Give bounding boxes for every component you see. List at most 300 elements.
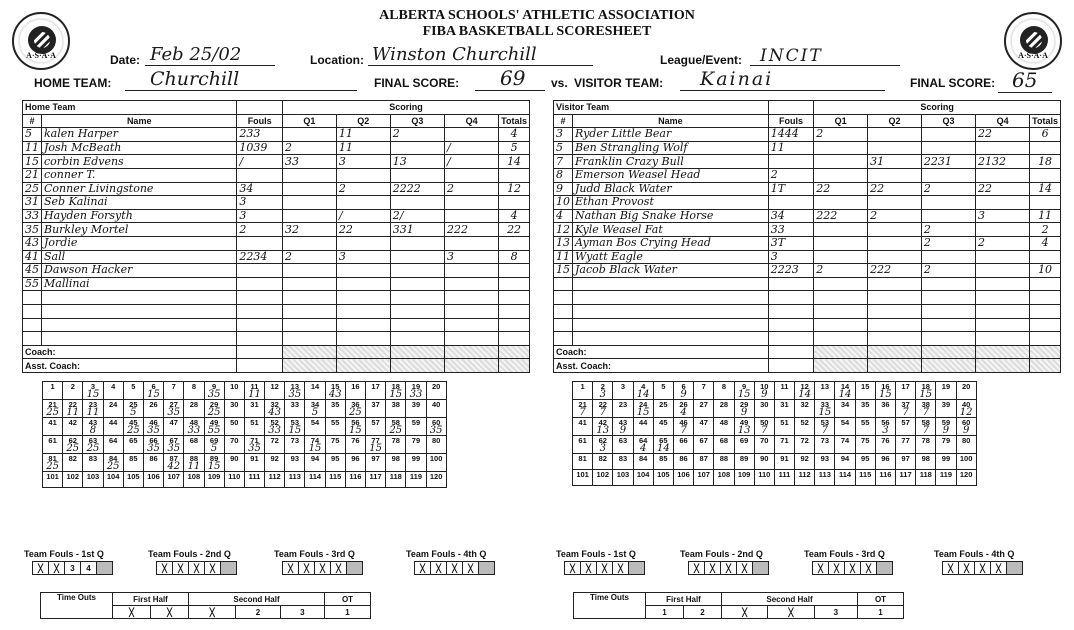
running-cell[interactable]: 28 [714,400,734,418]
player-total[interactable] [499,332,530,346]
running-cell[interactable]: 49 13 [734,418,754,436]
player-number[interactable]: 5 [554,141,573,155]
player-total[interactable]: 6 [1030,128,1061,142]
player-number[interactable] [23,291,42,305]
player-total[interactable]: 4 [499,209,530,223]
q1-score[interactable]: 22 [814,182,868,196]
player-fouls[interactable]: 2223 [768,264,813,278]
player-name[interactable]: Josh McBeath [42,141,237,155]
player-name[interactable]: Judd Black Water [573,182,769,196]
running-cell[interactable]: 119 [936,470,956,486]
player-fouls[interactable] [237,304,283,318]
q4-score[interactable]: 22 [976,182,1030,196]
q3-score[interactable] [921,141,975,155]
q1-score[interactable]: 33 [282,155,336,169]
running-cell[interactable]: 13 35 [285,382,305,400]
running-cell[interactable]: 98 [916,454,936,470]
running-cell[interactable]: 84 [633,454,653,470]
player-number[interactable]: 9 [554,182,573,196]
player-total[interactable]: 12 [499,182,530,196]
timeout-box[interactable]: 2 [236,606,280,619]
running-cell[interactable]: 94 [305,454,325,472]
running-cell[interactable]: 62 25 [63,436,83,454]
running-cell[interactable]: 116 [345,472,365,488]
running-cell[interactable]: 10 [224,382,244,400]
running-cell[interactable]: 59 9 [936,418,956,436]
home-team-value[interactable]: Churchill [150,68,240,90]
running-cell[interactable]: 75 [855,436,875,454]
running-cell[interactable]: 78 [916,436,936,454]
running-cell[interactable]: 101 [43,472,63,488]
q1-score[interactable]: 32 [282,223,336,237]
running-cell[interactable]: 115 [855,470,875,486]
running-cell[interactable]: 85 [653,454,673,470]
player-number[interactable]: 4 [554,209,573,223]
player-name[interactable]: conner T. [42,168,237,182]
running-cell[interactable]: 104 [633,470,653,486]
running-cell[interactable]: 41 [573,418,593,436]
running-cell[interactable]: 101 [573,470,593,486]
player-name[interactable] [42,304,237,318]
q3-score[interactable] [390,332,444,346]
running-cell[interactable]: 40 12 [956,400,976,418]
timeout-box[interactable]: 1 [325,606,371,619]
player-fouls[interactable] [768,155,813,169]
running-cell[interactable]: 86 [673,454,693,470]
team-foul-box[interactable]: ╳ [415,562,431,575]
player-name[interactable]: Dawson Hacker [42,264,237,278]
running-cell[interactable]: 1 [43,382,63,400]
running-cell[interactable]: 27 [694,400,714,418]
running-cell[interactable]: 111 [244,472,264,488]
running-cell[interactable]: 36 25 [345,400,365,418]
q4-score[interactable]: 2 [445,182,499,196]
q3-score[interactable]: 2 [921,223,975,237]
running-cell[interactable]: 65 14 [653,436,673,454]
player-name[interactable] [42,291,237,305]
visitor-team-value[interactable]: Kainai [700,68,774,90]
running-cell[interactable]: 117 [896,470,916,486]
q3-score[interactable] [921,291,975,305]
player-total[interactable] [499,236,530,250]
player-name[interactable]: Seb Kalinai [42,196,237,210]
player-fouls[interactable]: 3 [237,209,283,223]
running-cell[interactable]: 7 [164,382,184,400]
player-fouls[interactable] [768,332,813,346]
player-number[interactable] [554,304,573,318]
running-cell[interactable]: 32 [795,400,815,418]
running-cell[interactable]: 112 [795,470,815,486]
q4-score[interactable] [976,277,1030,291]
q1-score[interactable] [814,291,868,305]
running-cell[interactable]: 74 [835,436,855,454]
player-number[interactable]: 15 [23,155,42,169]
q4-score[interactable]: / [445,141,499,155]
running-cell[interactable]: 51 [774,418,794,436]
q3-score[interactable] [921,128,975,142]
running-cell[interactable]: 97 [896,454,916,470]
visitor-final-score[interactable]: 65 [1012,68,1038,92]
running-cell[interactable]: 37 [366,400,386,418]
q2-score[interactable]: 2 [336,182,390,196]
q1-score[interactable]: 2 [282,141,336,155]
running-cell[interactable]: 8 [184,382,204,400]
q4-score[interactable]: 3 [976,209,1030,223]
q2-score[interactable] [336,264,390,278]
player-fouls[interactable]: 2 [237,223,283,237]
q3-score[interactable] [390,318,444,332]
q3-score[interactable]: 13 [390,155,444,169]
q2-score[interactable] [868,332,922,346]
q2-score[interactable] [868,250,922,264]
timeout-box[interactable]: 2 [684,606,722,619]
location-value[interactable]: Winston Churchill [372,44,537,65]
running-cell[interactable]: 98 [386,454,406,472]
running-cell[interactable]: 108 [184,472,204,488]
running-cell[interactable]: 85 [123,454,143,472]
player-fouls[interactable]: 34 [237,182,283,196]
running-cell[interactable]: 99 [936,454,956,470]
team-foul-box[interactable]: ╳ [431,562,447,575]
running-cell[interactable]: 109 [204,472,224,488]
team-foul-box[interactable]: ╳ [299,562,315,575]
running-cell[interactable]: 67 35 [164,436,184,454]
player-name[interactable]: kalen Harper [42,128,237,142]
player-total[interactable] [499,304,530,318]
q3-score[interactable] [390,141,444,155]
timeout-box[interactable]: 1 [646,606,684,619]
running-cell[interactable]: 30 [754,400,774,418]
player-total[interactable] [1030,277,1061,291]
q4-score[interactable]: 3 [445,250,499,264]
player-total[interactable]: 22 [499,223,530,237]
q3-score[interactable] [390,250,444,264]
player-total[interactable] [1030,332,1061,346]
running-cell[interactable]: 28 [184,400,204,418]
running-cell[interactable]: 73 [285,436,305,454]
running-cell[interactable]: 34 [835,400,855,418]
team-foul-box[interactable]: ╳ [49,562,65,575]
player-number[interactable] [554,277,573,291]
player-name[interactable]: Sall [42,250,237,264]
q3-score[interactable] [390,264,444,278]
running-cell[interactable]: 61 [43,436,63,454]
q4-score[interactable] [445,291,499,305]
q4-score[interactable] [976,141,1030,155]
running-cell[interactable]: 62 3 [593,436,613,454]
player-number[interactable] [554,332,573,346]
player-total[interactable]: 14 [499,155,530,169]
running-cell[interactable]: 90 [754,454,774,470]
running-cell[interactable]: 4 14 [633,382,653,400]
running-cell[interactable]: 10 9 [754,382,774,400]
q1-score[interactable] [814,223,868,237]
running-cell[interactable]: 116 [875,470,895,486]
running-cell[interactable]: 8 [714,382,734,400]
running-cell[interactable]: 84 25 [103,454,123,472]
player-name[interactable] [573,318,769,332]
player-number[interactable]: 41 [23,250,42,264]
q3-score[interactable] [921,318,975,332]
team-foul-box[interactable]: ╳ [943,562,959,575]
running-cell[interactable]: 50 7 [754,418,774,436]
team-foul-box[interactable]: ╳ [975,562,991,575]
q4-score[interactable]: 22 [976,128,1030,142]
player-total[interactable] [499,318,530,332]
q4-score[interactable]: 2132 [976,155,1030,169]
running-cell[interactable]: 65 [123,436,143,454]
timeout-box[interactable]: ╳ [768,606,814,619]
running-cell[interactable]: 55 [855,418,875,436]
player-fouls[interactable]: 34 [768,209,813,223]
running-cell[interactable]: 36 [875,400,895,418]
running-cell[interactable]: 93 [285,454,305,472]
player-number[interactable] [554,318,573,332]
player-number[interactable]: 7 [554,155,573,169]
q2-score[interactable]: 31 [868,155,922,169]
timeout-box[interactable]: 3 [814,606,857,619]
player-number[interactable]: 45 [23,264,42,278]
running-cell[interactable]: 19 [936,382,956,400]
timeout-box[interactable]: ╳ [113,606,151,619]
team-foul-box[interactable]: ╳ [565,562,581,575]
q4-score[interactable]: / [445,155,499,169]
player-total[interactable] [499,277,530,291]
running-cell[interactable]: 74 15 [305,436,325,454]
q4-score[interactable] [976,264,1030,278]
player-total[interactable] [1030,291,1061,305]
running-cell[interactable]: 47 [164,418,184,436]
player-name[interactable]: Jacob Black Water [573,264,769,278]
running-cell[interactable]: 102 [593,470,613,486]
player-fouls[interactable] [768,277,813,291]
running-cell[interactable]: 20 [956,382,976,400]
q2-score[interactable] [868,304,922,318]
timeout-box[interactable]: ╳ [151,606,189,619]
running-cell[interactable]: 29 9 [734,400,754,418]
running-cell[interactable]: 33 15 [815,400,835,418]
running-cell[interactable]: 1 [573,382,593,400]
player-fouls[interactable]: 1444 [768,128,813,142]
q4-score[interactable] [445,332,499,346]
running-cell[interactable]: 34 5 [305,400,325,418]
q1-score[interactable]: 2 [282,250,336,264]
team-foul-box[interactable]: ╳ [705,562,721,575]
player-number[interactable]: 3 [554,128,573,142]
player-fouls[interactable] [768,291,813,305]
running-cell[interactable]: 32 43 [265,400,285,418]
player-number[interactable]: 21 [23,168,42,182]
running-cell[interactable]: 113 [815,470,835,486]
running-cell[interactable]: 50 [224,418,244,436]
q1-score[interactable] [282,196,336,210]
running-cell[interactable]: 46 35 [143,418,163,436]
running-cell[interactable]: 53 15 [285,418,305,436]
running-cell[interactable]: 43 9 [613,418,633,436]
q2-score[interactable]: 22 [868,182,922,196]
running-cell[interactable]: 26 [143,400,163,418]
player-number[interactable]: 43 [23,236,42,250]
player-total[interactable]: 11 [1030,209,1061,223]
running-cell[interactable]: 100 [956,454,976,470]
running-cell[interactable]: 83 [83,454,103,472]
running-cell[interactable]: 57 [896,418,916,436]
running-cell[interactable]: 39 [406,400,426,418]
running-cell[interactable]: 80 [426,436,446,454]
running-cell[interactable]: 102 [63,472,83,488]
running-cell[interactable]: 54 [835,418,855,436]
running-cell[interactable]: 66 35 [143,436,163,454]
running-cell[interactable]: 113 [285,472,305,488]
q2-score[interactable] [336,304,390,318]
running-cell[interactable]: 103 [83,472,103,488]
q2-score[interactable] [868,128,922,142]
player-total[interactable]: 4 [1030,236,1061,250]
running-cell[interactable]: 95 [855,454,875,470]
player-number[interactable]: 55 [23,277,42,291]
player-name[interactable] [42,318,237,332]
running-cell[interactable]: 61 [573,436,593,454]
player-fouls[interactable] [237,168,283,182]
running-cell[interactable]: 117 [366,472,386,488]
player-total[interactable] [499,168,530,182]
team-foul-box[interactable]: 4 [81,562,97,575]
q1-score[interactable]: 222 [814,209,868,223]
running-cell[interactable]: 58 25 [386,418,406,436]
running-cell[interactable]: 47 [694,418,714,436]
running-cell[interactable]: 35 [325,400,345,418]
q1-score[interactable] [814,304,868,318]
running-cell[interactable]: 39 [936,400,956,418]
team-foul-box[interactable]: ╳ [813,562,829,575]
player-total[interactable] [499,291,530,305]
q3-score[interactable] [390,196,444,210]
player-total[interactable]: 8 [499,250,530,264]
running-cell[interactable]: 35 [855,400,875,418]
running-cell[interactable]: 41 [43,418,63,436]
player-name[interactable]: Nathan Big Snake Horse [573,209,769,223]
running-cell[interactable]: 64 4 [633,436,653,454]
player-fouls[interactable] [237,318,283,332]
q3-score[interactable] [921,196,975,210]
q1-score[interactable] [282,304,336,318]
player-fouls[interactable]: 3 [768,250,813,264]
q1-score[interactable] [282,209,336,223]
player-total[interactable] [1030,304,1061,318]
running-cell[interactable]: 118 [916,470,936,486]
running-cell[interactable]: 46 7 [673,418,693,436]
running-cell[interactable]: 115 [325,472,345,488]
q1-score[interactable] [814,250,868,264]
running-cell[interactable]: 77 [896,436,916,454]
running-cell[interactable]: 4 [103,382,123,400]
running-cell[interactable]: 14 [305,382,325,400]
player-total[interactable]: 5 [499,141,530,155]
running-cell[interactable]: 119 [406,472,426,488]
running-cell[interactable]: 92 [265,454,285,472]
running-cell[interactable]: 3 [613,382,633,400]
player-name[interactable]: Burkley Mortel [42,223,237,237]
player-fouls[interactable] [768,318,813,332]
running-cell[interactable]: 24 15 [633,400,653,418]
player-number[interactable]: 31 [23,196,42,210]
team-foul-box[interactable]: ╳ [331,562,347,575]
q1-score[interactable] [814,141,868,155]
player-total[interactable]: 2 [1030,223,1061,237]
team-foul-box[interactable]: ╳ [173,562,189,575]
team-foul-box[interactable]: ╳ [447,562,463,575]
running-cell[interactable]: 60 35 [426,418,446,436]
q1-score[interactable] [282,318,336,332]
running-cell[interactable]: 104 [103,472,123,488]
player-fouls[interactable]: 1T [768,182,813,196]
player-fouls[interactable]: / [237,155,283,169]
q1-score[interactable]: 2 [814,264,868,278]
running-cell[interactable]: 105 [123,472,143,488]
running-cell[interactable]: 11 [774,382,794,400]
player-total[interactable] [1030,141,1061,155]
running-cell[interactable]: 18 15 [916,382,936,400]
q2-score[interactable] [868,223,922,237]
running-cell[interactable]: 97 [366,454,386,472]
q1-score[interactable] [282,332,336,346]
running-cell[interactable]: 68 [714,436,734,454]
running-cell[interactable]: 45 25 [123,418,143,436]
q4-score[interactable] [976,318,1030,332]
player-fouls[interactable] [768,304,813,318]
q1-score[interactable] [814,155,868,169]
player-fouls[interactable]: 233 [237,128,283,142]
player-number[interactable]: 11 [23,141,42,155]
q1-score[interactable]: 2 [814,128,868,142]
player-number[interactable]: 33 [23,209,42,223]
running-cell[interactable]: 13 [815,382,835,400]
running-cell[interactable]: 72 [265,436,285,454]
running-cell[interactable]: 114 [835,470,855,486]
player-fouls[interactable] [237,291,283,305]
q3-score[interactable] [921,304,975,318]
running-cell[interactable]: 90 [224,454,244,472]
running-cell[interactable]: 114 [305,472,325,488]
running-cell[interactable]: 110 [224,472,244,488]
running-cell[interactable]: 6 15 [143,382,163,400]
team-foul-box[interactable]: ╳ [315,562,331,575]
q3-score[interactable] [390,291,444,305]
q1-score[interactable] [814,318,868,332]
running-cell[interactable]: 66 [673,436,693,454]
player-fouls[interactable]: 11 [768,141,813,155]
running-cell[interactable]: 91 [244,454,264,472]
running-cell[interactable]: 43 8 [83,418,103,436]
q2-score[interactable] [868,236,922,250]
q1-score[interactable] [282,168,336,182]
player-fouls[interactable]: 2 [768,168,813,182]
running-cell[interactable]: 23 [613,400,633,418]
running-cell[interactable]: 40 [426,400,446,418]
team-foul-box[interactable]: ╳ [597,562,613,575]
team-foul-box[interactable]: ╳ [689,562,705,575]
player-name[interactable]: corbin Edvens [42,155,237,169]
running-cell[interactable]: 7 [694,382,714,400]
running-cell[interactable]: 82 [63,454,83,472]
timeout-box[interactable]: 1 [858,606,904,619]
q2-score[interactable] [336,196,390,210]
q4-score[interactable] [976,332,1030,346]
player-total[interactable] [1030,318,1061,332]
running-cell[interactable]: 79 [936,436,956,454]
q2-score[interactable]: 11 [336,128,390,142]
running-cell[interactable]: 81 25 [43,454,63,472]
